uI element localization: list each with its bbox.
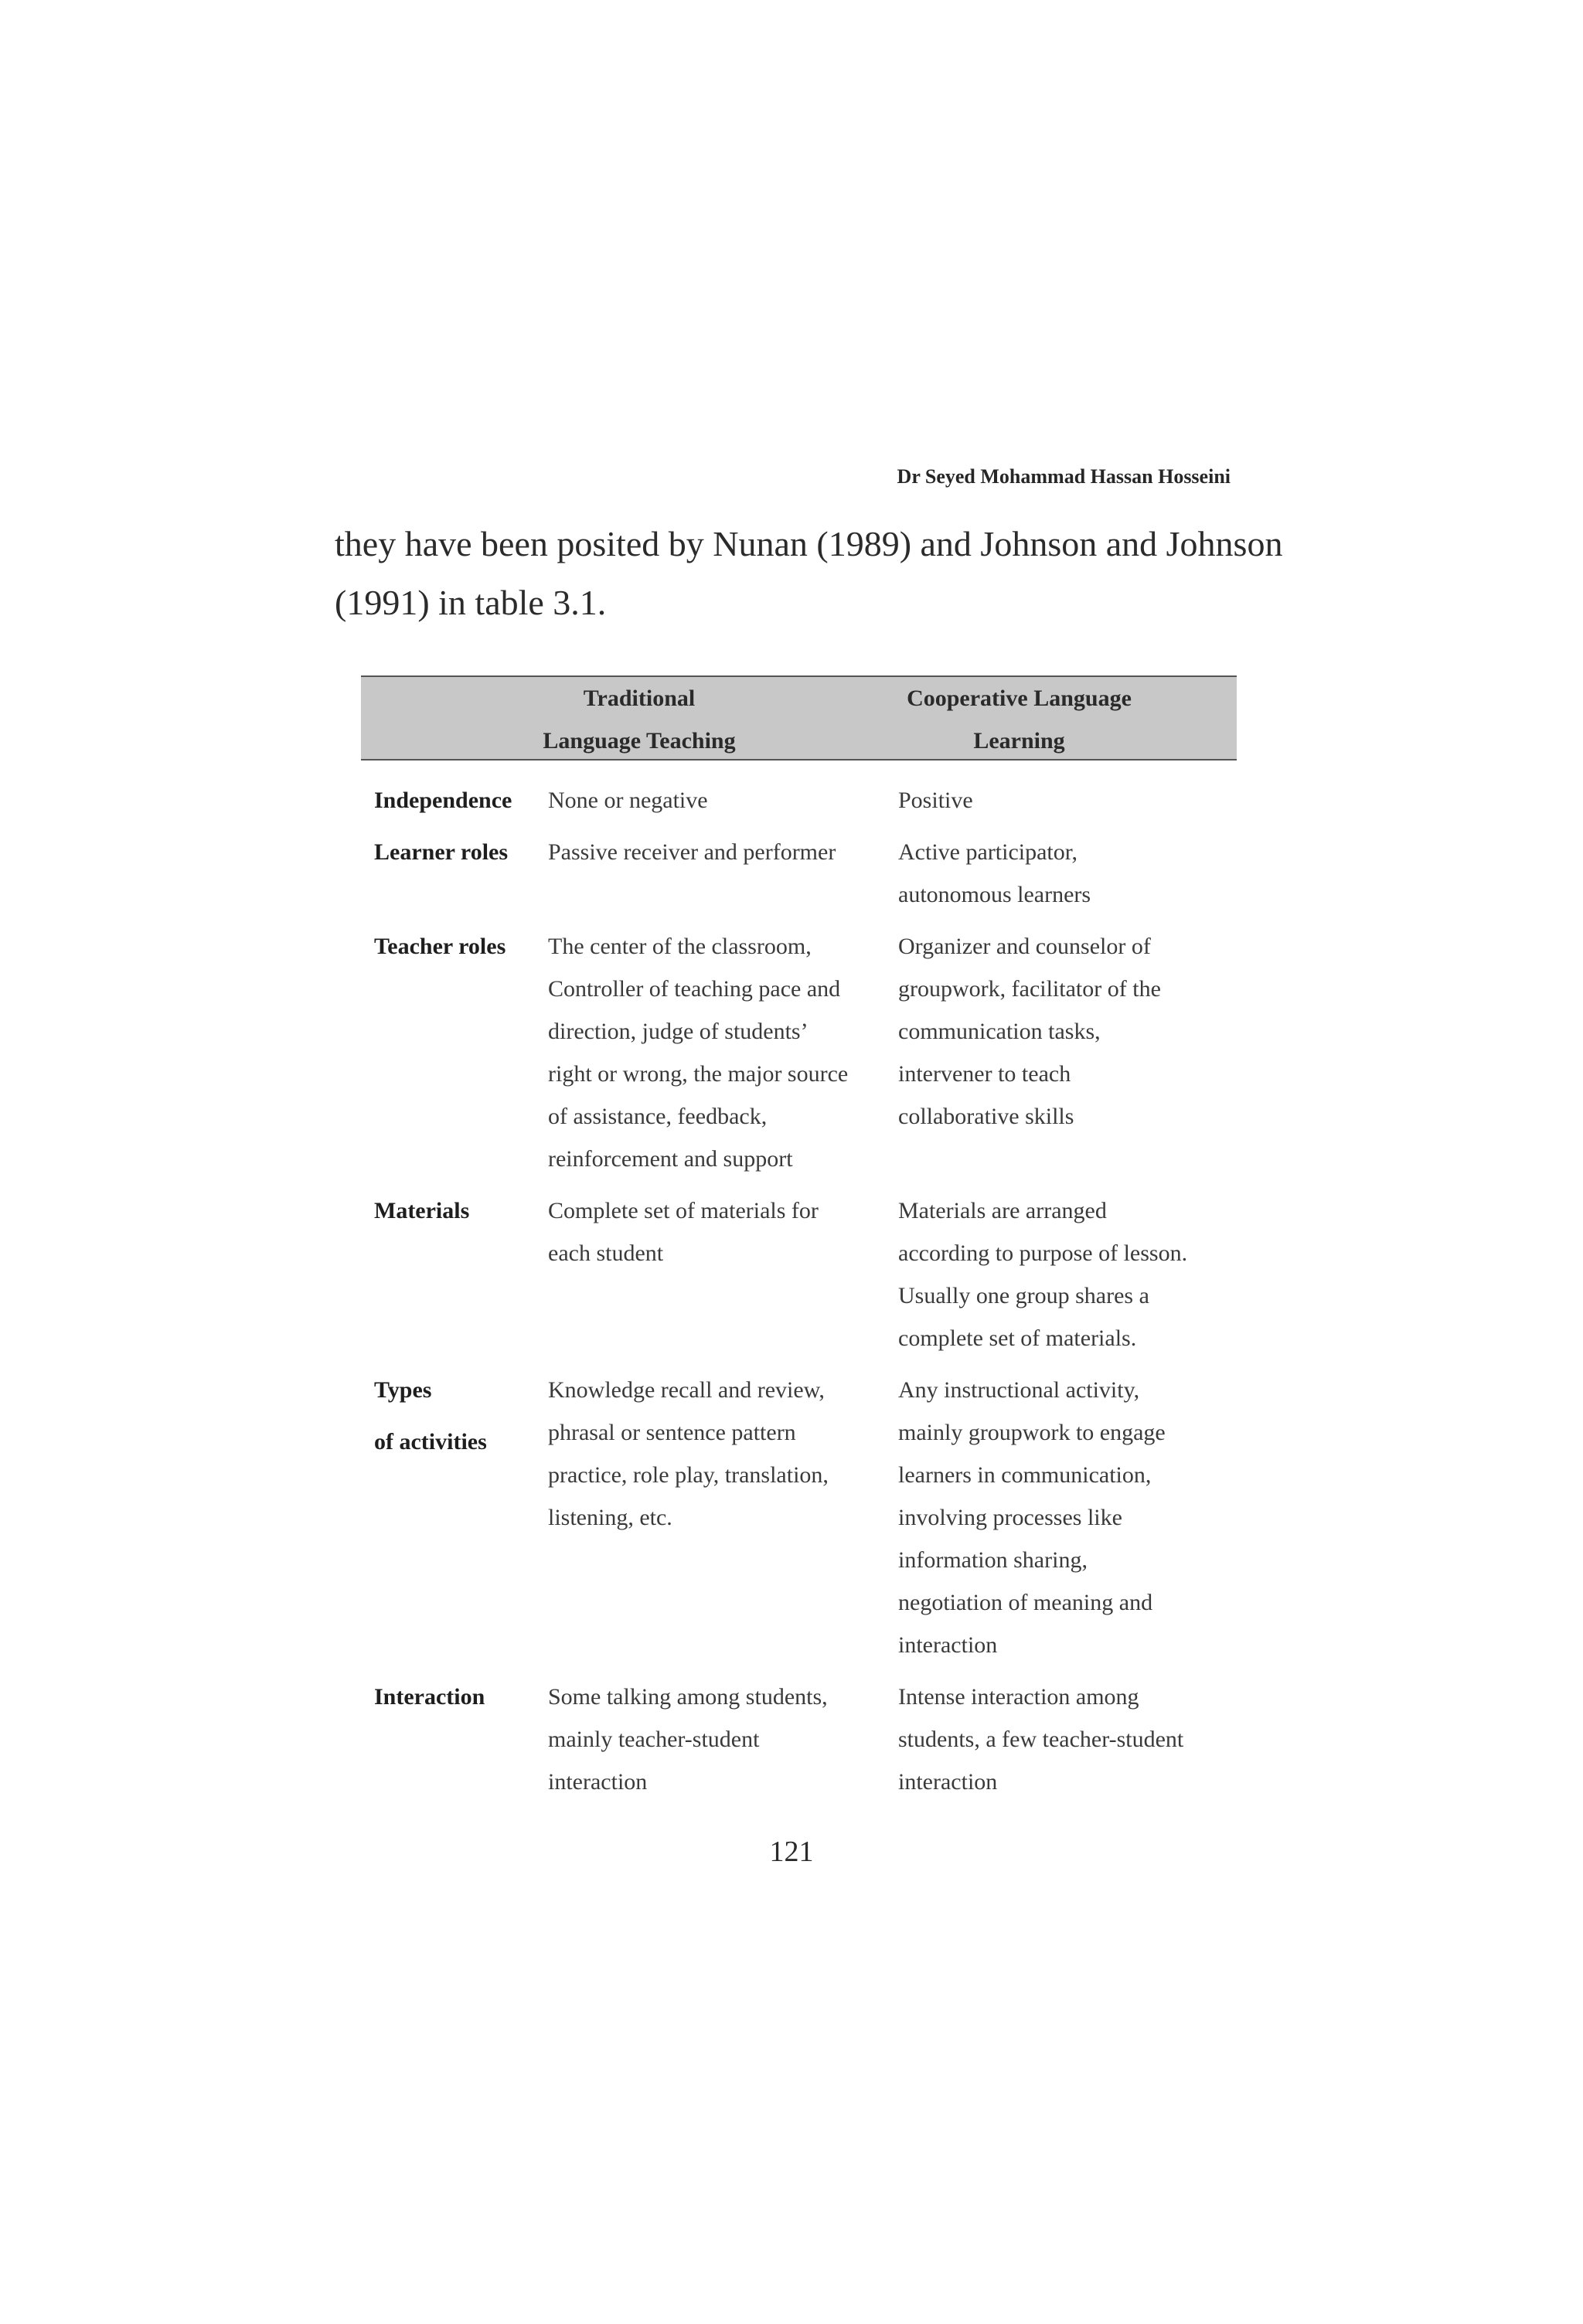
intro-paragraph [335, 515, 1293, 632]
cell-line: each student [548, 1240, 664, 1266]
traditional-cell [548, 1676, 898, 1803]
cell-line: autonomous learners [898, 882, 1091, 907]
cell-line: mainly teacher-student [548, 1727, 760, 1752]
header-cooperative [802, 677, 1237, 759]
cell-line: Passive receiver and performer [548, 839, 836, 865]
cell-line: Controller of teaching pace and [548, 976, 841, 1002]
cell-line: of assistance, feedback, [548, 1104, 768, 1129]
header-line: Traditional [583, 686, 696, 711]
cell-line: practice, role play, translation, [548, 1462, 829, 1488]
row-label [361, 831, 548, 916]
header-line: Cooperative Language [907, 686, 1132, 711]
cell-line: collaborative skills [898, 1104, 1074, 1129]
cooperative-cell [898, 779, 1237, 822]
cell-line: Knowledge recall and review, [548, 1377, 825, 1403]
cell-line: Positive [898, 788, 973, 813]
cooperative-cell [898, 831, 1237, 916]
page-number: 121 [769, 1836, 814, 1868]
row-label [361, 925, 548, 1180]
cell-line: students, a few teacher-student [898, 1727, 1184, 1752]
traditional-cell [548, 1369, 898, 1666]
cell-line: The center of the classroom, [548, 934, 812, 959]
cell-line: Materials are arranged [898, 1198, 1107, 1223]
cell-line: right or wrong, the major source [548, 1061, 849, 1087]
cooperative-cell [898, 1189, 1237, 1359]
row-label [361, 1676, 548, 1803]
header-traditional [477, 677, 802, 759]
table-row [361, 831, 1237, 916]
cell-line: Complete set of materials for [548, 1198, 819, 1223]
cell-line: mainly groupwork to engage [898, 1420, 1166, 1445]
intro-line: (1991) in table 3.1. [335, 583, 607, 622]
cell-line: Materials [374, 1198, 470, 1223]
header-blank-cell [361, 677, 477, 759]
cell-line: interaction [898, 1632, 998, 1658]
cell-line: information sharing, [898, 1547, 1088, 1573]
row-label [361, 1369, 548, 1666]
cell-line: Any instructional activity, [898, 1377, 1140, 1403]
cell-line: Teacher roles [374, 934, 506, 959]
intro-line: they have been posited by Nunan (1989) and Johnson and Johnson [335, 524, 1283, 563]
row-label [361, 1189, 548, 1359]
cell-line: interaction [898, 1769, 998, 1795]
cell-line: learners in communication, [898, 1462, 1152, 1488]
cell-line: Learner roles [374, 839, 509, 865]
header-line: Learning [973, 728, 1065, 754]
cell-line: reinforcement and support [548, 1146, 793, 1172]
traditional-cell [548, 925, 898, 1180]
cell-line: Intense interaction among [898, 1684, 1139, 1710]
table-header [361, 675, 1237, 760]
cell-line: None or negative [548, 788, 708, 813]
row-label [361, 779, 548, 822]
cell-line: groupwork, facilitator of the [898, 976, 1161, 1002]
cell-line: Independence [374, 788, 512, 813]
cell-line: involving processes like [898, 1505, 1122, 1530]
cooperative-cell [898, 1676, 1237, 1803]
cell-line: Active participator, [898, 839, 1078, 865]
cell-line: phrasal or sentence pattern [548, 1420, 796, 1445]
comparison-table [361, 675, 1237, 1812]
traditional-cell [548, 1189, 898, 1359]
cell-line: direction, judge of students’ [548, 1019, 809, 1044]
cell-line: Types [374, 1377, 432, 1403]
header-line: Language Teaching [543, 728, 736, 754]
cell-line: negotiation of meaning and [898, 1590, 1153, 1615]
cell-line: interaction [548, 1769, 648, 1795]
cell-line: complete set of materials. [898, 1325, 1137, 1351]
cooperative-cell [898, 1369, 1237, 1666]
cooperative-cell [898, 925, 1237, 1180]
cell-line: communication tasks, [898, 1019, 1101, 1044]
table-row [361, 1189, 1237, 1359]
table-row [361, 779, 1237, 822]
traditional-cell [548, 831, 898, 916]
cell-line: Some talking among students, [548, 1684, 828, 1710]
table-row [361, 925, 1237, 1180]
cell-line: Interaction [374, 1684, 485, 1710]
table-body [361, 760, 1237, 1803]
cell-line: of activities [374, 1429, 487, 1455]
cell-line: according to purpose of lesson. [898, 1240, 1188, 1266]
running-header: Dr Seyed Mohammad Hassan Hosseini [897, 465, 1231, 488]
cell-line: intervener to teach [898, 1061, 1071, 1087]
table-row [361, 1676, 1237, 1803]
cell-line: listening, etc. [548, 1505, 672, 1530]
table-row [361, 1369, 1237, 1666]
traditional-cell [548, 779, 898, 822]
cell-line: Usually one group shares a [898, 1283, 1149, 1308]
cell-line: Organizer and counselor of [898, 934, 1151, 959]
